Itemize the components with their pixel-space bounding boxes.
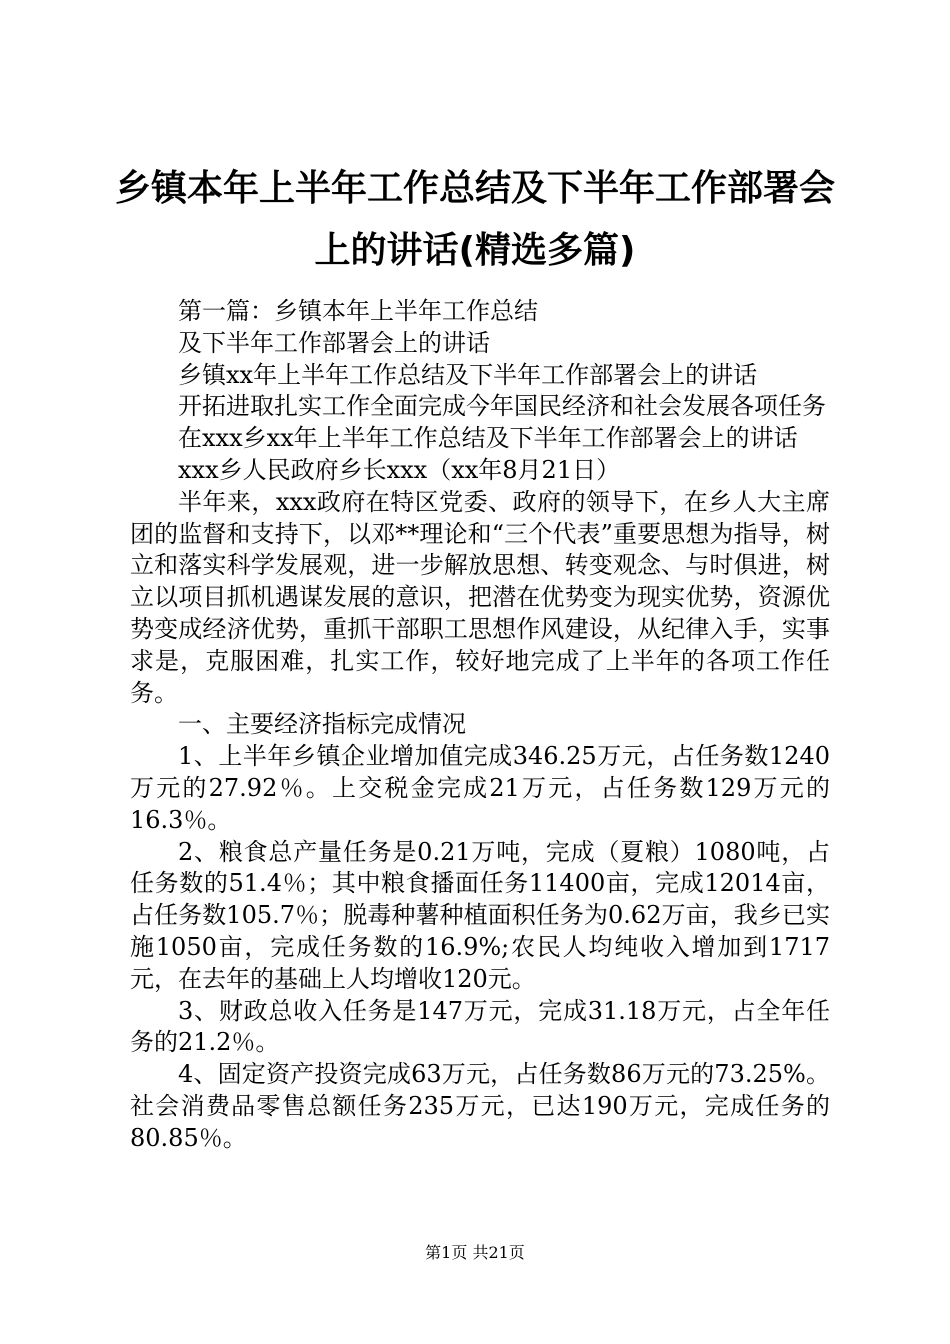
paragraph: 1、上半年乡镇企业增加值完成346.25万元，占任务数1240万元的27.92％。上交税金完成21万元，占任务数129万元的16.3％。 <box>130 742 830 834</box>
paragraph: 在xxx乡xx年上半年工作总结及下半年工作部署会上的讲话 <box>178 424 798 453</box>
document-title-line-2: 上的讲话(精选多篇) <box>314 230 636 271</box>
document-body <box>130 296 830 1155</box>
paragraph: 第一篇：乡镇本年上半年工作总结 <box>178 297 538 325</box>
paragraph: 乡镇xx年上半年工作总结及下半年工作部署会上的讲话 <box>178 360 758 389</box>
paragraph: xxx乡人民政府乡长xxx（xx年8月21日） <box>178 455 621 484</box>
paragraph: 半年来，xxx政府在特区党委、政府的领导下，在乡人大主席团的监督和支持下，以邓**理论和“三个代表”重要思想为指导，树立和落实科学发展观，进一步解放思想、转变观念、与时俱进，树立以项目抓机遇谋发展的意识，把潜在优势变为现实优势，资源优势变成经济优势，重抓干部职工思想作风建设，从纪律入手，实事求是，克服困难，扎实工作，较好地完成了上半年的各项工作任务。 <box>130 487 830 707</box>
paragraph: 2、粮食总产量任务是0.21万吨，完成（夏粮）1080吨，占任务数的51.4％；其中粮食播面任务11400亩，完成12014亩，占任务数105.7％；脱毒种薯种植面积任务为0.62万亩，我乡已实施1050亩，完成任务数的16.9%;农民人均纯收入增加到1717元，在去年的基础上人均增收120元。 <box>130 837 830 993</box>
page-number-footer: 第1页 共21页 <box>425 1243 525 1262</box>
paragraph: 3、财政总收入任务是147万元，完成31.18万元，占全年任务的21.2％。 <box>130 996 830 1057</box>
document-title-line-1: 乡镇本年上半年工作总结及下半年工作部署会 <box>114 168 835 209</box>
paragraph: 及下半年工作部署会上的讲话 <box>178 328 490 357</box>
paragraph: 4、固定资产投资完成63万元，占任务数86万元的73.25%。社会消费品零售总额任务235万元，已达190万元，完成任务的80.85％。 <box>130 1060 830 1152</box>
paragraph: 开拓进取扎实工作全面完成今年国民经济和社会发展各项任务 <box>178 392 826 421</box>
paragraph: 一、主要经济指标完成情况 <box>178 710 466 739</box>
